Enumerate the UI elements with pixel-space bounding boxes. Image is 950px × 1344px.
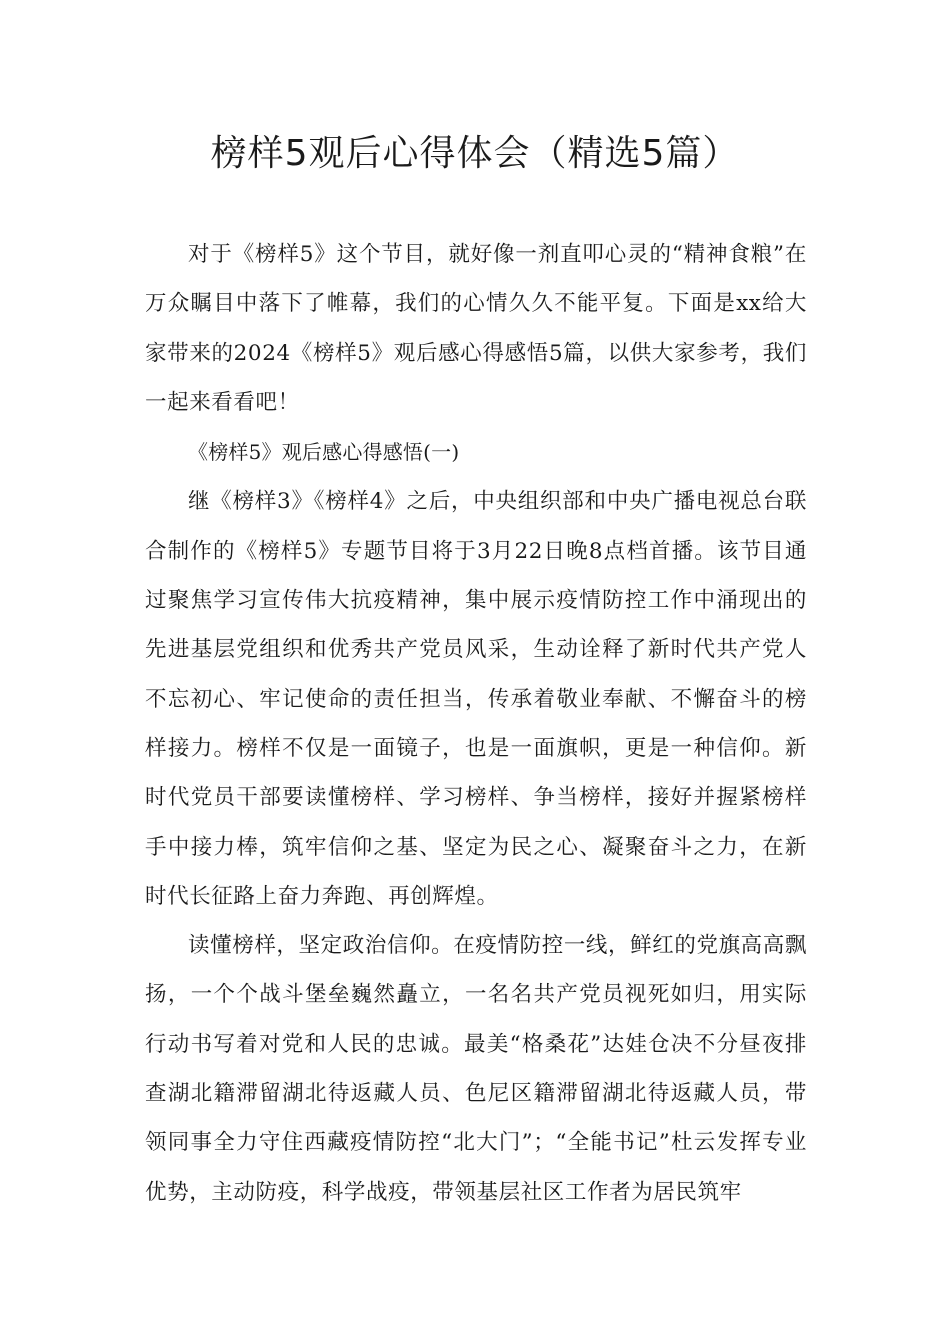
- body-paragraph: 继《榜样3》《榜样4》之后，中央组织部和中央广播电视总台联合制作的《榜样5》专题节目将于3月22日晚8点档首播。该节目通过聚焦学习宣传伟大抗疫精神，集中展示疫情防控工作中涌现出的先进基层党组织和优秀共产党员风采，生动诠释了新时代共产党人不忘初心、牢记使命的责任担当，传承着敬业奉献、不懈奋斗的榜样接力。榜样不仅是一面镜子，也是一面旗帜，更是一种信仰。新时代党员干部要读懂榜样、学习榜样、争当榜样，接好并握紧榜样手中接力棒，筑牢信仰之基、坚定为民之心、凝聚奋斗之力，在新时代长征路上奋力奔跑、再创辉煌。: [145, 489, 807, 909]
- document-body: [145, 230, 807, 1217]
- section-heading: 《榜样5》观后感心得感悟(一): [188, 440, 460, 465]
- document-title: 榜样5观后心得体会（精选5篇）: [210, 133, 740, 174]
- intro-paragraph: 对于《榜样5》这个节目，就好像一剂直叩心灵的“精神食粮”在万众瞩目中落下了帷幕，我们的心情久久不能平复。下面是xx给大家带来的2024《榜样5》观后感心得感悟5篇，以供大家参考，我们一起来看看吧！: [145, 242, 807, 415]
- body-paragraph: 读懂榜样，坚定政治信仰。在疫情防控一线，鲜红的党旗高高飘扬，一个个战斗堡垒巍然矗立，一名名共产党员视死如归，用实际行动书写着对党和人民的忠诚。最美“格桑花”达娃仓决不分昼夜排查湖北籍滞留湖北待返藏人员、色尼区籍滞留湖北待返藏人员，带领同事全力守住西藏疫情防控“北大门”；“全能书记”杜云发挥专业优势，主动防疫，科学战疫，带领基层社区工作者为居民筑牢: [145, 933, 807, 1205]
